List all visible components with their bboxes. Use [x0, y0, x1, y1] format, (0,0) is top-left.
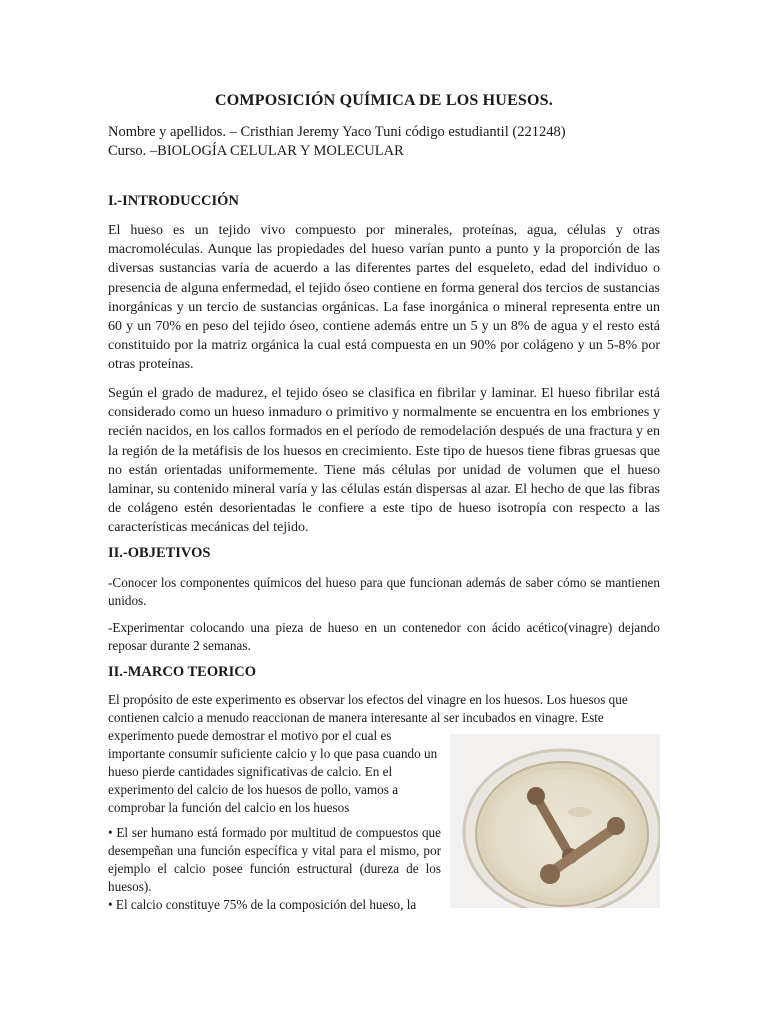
section-heading-objetivos: II.-OBJETIVOS: [108, 545, 211, 561]
marco-teorico-column-paragraph: experimento puede demostrar el motivo por el cual es importante consumir suficiente calcio y lo que pasa cuando un hueso pierde cantidades significativas de calcio. En el experimento del calcio de los huesos de pollo, vamos a comprobar la función del calcio en los huesos: [108, 728, 438, 815]
document-title: COMPOSICIÓN QUÍMICA DE LOS HUESOS.: [215, 92, 553, 109]
author-line: Nombre y apellidos. – Cristhian Jeremy Yaco Tuni código estudiantil (221248): [108, 124, 566, 140]
objetivo-item-2: -Experimentar colocando una pieza de hueso en un contenedor con ácido acético(vinagre) dejando reposar durante 2 semanas.: [108, 620, 660, 653]
marco-teorico-intro: El propósito de este experimento es observar los efectos del vinagre en los huesos. Los huesos que contienen calcio a menudo reaccionan de manera interesante al ser incubados en vinagre. Este: [108, 692, 628, 725]
objetivo-item-1: -Conocer los componentes químicos del hueso para que funcionan además de saber cómo se mantienen unidos.: [108, 575, 660, 608]
introduccion-paragraph-1: El hueso es un tejido vivo compuesto por minerales, proteínas, agua, células y otras macromoléculas. Aunque las propiedades del hueso varían punto a punto y la proporción de las diversas sustancias varía de acuerdo a las diferentes partes del esqueleto, edad del individuo o presencia de alguna enfermedad, el tejido óseo contiene en forma general dos tercios de sustancias inorgánicas y un tercio de sustancias orgánicas. La fase inorgánica o mineral representa entre un 60 y un 70% en peso del tejido óseo, contiene además entre un 5 y un 8% de agua y el resto está constituido por la matriz orgánica la cual está compuesta en un 90% por colágeno y un 5-8% por otras proteínas.: [108, 223, 660, 373]
bones-in-vinegar-photo: [450, 734, 660, 908]
marco-teorico-bullet-2: • El calcio constituye 75% de la composición del hueso, la: [108, 897, 417, 912]
marco-teorico-bullet-1: • El ser humano está formado por multitud de compuestos que desempeñan una función específica y vital para el mismo, por ejemplo el calcio posee función estructural (dureza de los huesos).: [108, 825, 441, 894]
introduccion-paragraph-2: Según el grado de madurez, el tejido óseo se clasifica en fibrilar y laminar. El hueso fibrilar está considerado como un hueso inmaduro o primitivo y normalmente se encuentra en los embriones y recién nacidos, en los callos formados en el período de remodelación después de una fractura y en la región de la metáfisis de los huesos en crecimiento. Este tipo de huesos tiene fibras gruesas que no están orientadas uniformemente. Tiene más células por unidad de volumen que el hueso laminar, su contenido mineral varía y las células están dispersas al azar. El hecho de que las fibras de colágeno estén desorientadas le confiere a este tipo de hueso isotropía con respecto a las características mecánicas del tejido.: [108, 386, 660, 536]
course-line: Curso. –BIOLOGÍA CELULAR Y MOLECULAR: [108, 143, 404, 159]
petri-dish-illustration: [450, 734, 660, 908]
section-heading-introduccion: I.-INTRODUCCIÓN: [108, 193, 239, 209]
section-heading-marco-teorico: II.-MARCO TEORICO: [108, 664, 256, 680]
